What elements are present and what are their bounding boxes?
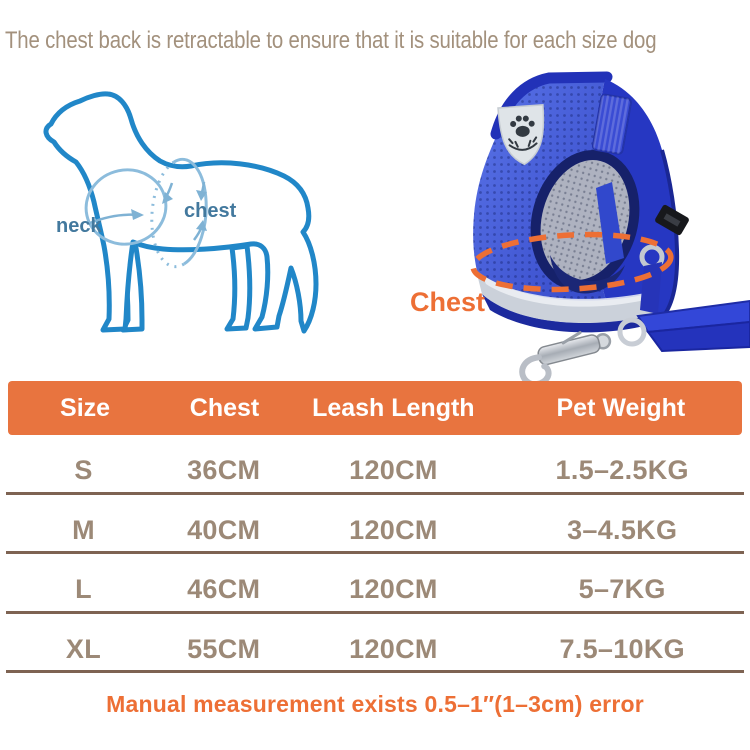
table-row-s [6,435,744,495]
harness-vest [473,77,690,332]
header-cell-leash-length: Leash Length [312,393,475,422]
dog-measurement-diagram [20,80,380,360]
cell-size: XL [65,633,102,664]
cell-leash-length: 120CM [349,455,438,486]
cell-chest: 40CM [187,514,261,545]
cell-chest: 46CM [187,574,261,605]
cell-leash-length: 120CM [349,574,438,605]
measurement-error-note: Manual measurement exists 0.5–1″(1–3cm) error [106,691,644,717]
cell-chest: 55CM [187,633,261,664]
cell-leash-length: 120CM [349,633,438,664]
cell-size: S [74,455,93,486]
cell-pet-weight: 7.5–10KG [559,633,685,664]
cell-size: M [72,514,95,545]
leash-clasp [516,326,616,387]
cell-size: L [75,574,92,605]
chest-callout-label: Chest [410,287,486,317]
dog-far-rear-leg [227,246,250,329]
header-cell-size: Size [60,393,111,422]
table-header-row [8,381,742,435]
cell-pet-weight: 3–4.5KG [567,514,678,545]
table-row-m [6,495,744,555]
table-row-xl [6,614,744,674]
page-title: The chest back is retractable to ensure that it is suitable for each size dog [5,27,657,54]
cell-pet-weight: 1.5–2.5KG [555,455,689,486]
cell-chest: 36CM [187,455,261,486]
chest-label: chest [184,200,237,222]
neck-label: neck [56,215,102,237]
size-chart-table [0,381,750,673]
harness-product-photo [400,70,750,390]
table-row-l [6,554,744,614]
cell-pet-weight: 5–7KG [578,574,666,605]
header-cell-chest: Chest [189,393,260,422]
header-cell-pet-weight: Pet Weight [556,393,686,422]
cell-leash-length: 120CM [349,514,438,545]
